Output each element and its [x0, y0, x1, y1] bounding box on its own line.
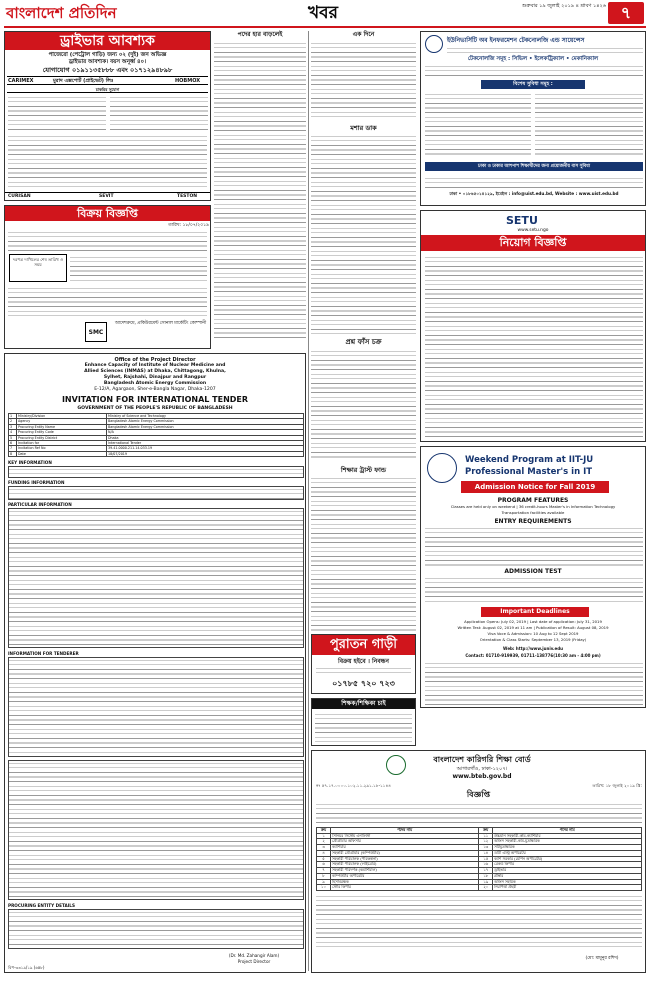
smc-logo-text: SMC — [88, 329, 104, 336]
uits-address — [425, 176, 643, 188]
bteb-cell: ৬ — [317, 862, 331, 868]
issue-date: শুক্রবার ১৯ জুলাই ২০১৯ ৪ শ্রাবণ ১৪২৬ — [522, 3, 606, 9]
bteb-cell: ১১ — [479, 833, 493, 839]
uits-footer-band: ঢাকা ও ঢাকার আশপাশ শিক্ষার্থীদের জন্য প্রয়োজনীয় বাস সুবিধা — [425, 162, 643, 171]
footer-left: CURISAN — [8, 194, 31, 199]
bteb-cell: ৫ — [317, 856, 331, 862]
iitju-features: PROGRAM FEATURES — [497, 497, 569, 504]
bteb-cell: সহকারী পরিচালক (পরিকল্পনা) — [331, 856, 479, 862]
uits-sub — [447, 46, 643, 54]
article-headline-3: মশার ডাক — [350, 124, 377, 132]
tender-cell: N/A — [107, 430, 304, 435]
newspaper-logo: বাংলাদেশ প্রতিদিন — [6, 4, 117, 22]
bteb-cell: কম্পিউটার অপারেটর — [331, 873, 479, 879]
tender-cell: 1 — [9, 414, 17, 419]
iitju-test-body — [425, 576, 643, 604]
uits-ad — [420, 31, 646, 206]
tender-cell: Ministry of Science and Technology — [107, 414, 304, 419]
setu-website: www.setu.ngo — [517, 228, 549, 233]
old-car-title: পুরাতন গাড়ী — [312, 635, 415, 655]
iitju-footer-lines — [425, 661, 643, 705]
bteb-cell: নিরাপত্তা প্রহরী — [493, 885, 642, 891]
bteb-cell: ক্যাশ সরকার (মেশিন অপারেটর) — [493, 856, 642, 862]
iitju-feature-line: Classes are held only on weekend | 36 credit-hours Master's in Information Technology — [450, 504, 616, 509]
uits-dept-text — [425, 64, 643, 78]
iitju-date2: Written Test: August 02, 2019 at 11 am | Publication of Result: August 08, 2019 — [457, 625, 609, 630]
section-title: খবর — [308, 3, 338, 23]
tender-tenderer-lines — [8, 657, 304, 757]
tender-funding-lines — [8, 486, 304, 500]
bteb-cell: ডাটা এন্ট্রি অপারেটর — [493, 850, 642, 856]
bteb-title2: আগারগাঁও, ঢাকা-১২০৭। — [456, 766, 508, 772]
bteb-cell: ১২ — [479, 839, 493, 845]
tender-entity-lines — [8, 909, 304, 949]
driver-ad-body-left — [8, 95, 106, 130]
bteb-date: তারিখ: ১৮ জুলাই ২০১৯ খ্রি: — [592, 783, 642, 788]
company-left: CARIMEX — [8, 78, 34, 84]
teacher-ad-body — [315, 712, 412, 742]
tender-signer-title: Project Director — [237, 959, 271, 964]
bteb-cell: ২ — [317, 839, 331, 845]
tender-office6: E-12/A, Agargaon, Sher-e-Bangla Nagar, Dhaka-1207 — [94, 387, 216, 392]
tender-funding: FUNDING INFORMATION — [8, 480, 65, 485]
bteb-col-post: পদের নাম — [331, 828, 479, 834]
bteb-cell: ৪ — [317, 850, 331, 856]
tender-office4: Sylhet, Rajshahi, Dinajpur and Rangpur — [103, 375, 207, 380]
iitju-ad — [420, 446, 646, 708]
bteb-cell: অফিস সহায়ক — [493, 879, 642, 885]
iitju-date4: Orientation & Class Starts: September 13, 2019 (Friday) — [479, 637, 587, 642]
driver-ad-details — [8, 134, 207, 190]
company-mid: মুরাদ এক্সপোর্ট (প্রাইভেট) লিঃ — [53, 78, 114, 84]
driver-ad-footer — [5, 192, 210, 200]
tender-particular-lines — [8, 508, 304, 648]
bteb-cell: ৩ — [317, 845, 331, 851]
column-divider — [308, 31, 309, 971]
sale-notice-intro — [8, 230, 207, 252]
bteb-cell: রেকর্ড কিপার — [493, 862, 642, 868]
bteb-cell: ড্রাইভার — [493, 868, 642, 874]
bteb-notice — [311, 750, 646, 973]
article-body-2 — [311, 41, 416, 121]
sale-notice-title: বিক্রয় বিজ্ঞপ্তি — [5, 206, 210, 221]
iitju-feature-line2: Transportation facilities available — [501, 510, 565, 515]
tender-cell: 2 — [9, 419, 17, 424]
bteb-web: www.bteb.gov.bd — [452, 773, 512, 780]
tender-cell: Procuring Entity Name — [17, 424, 107, 429]
middle-article-col1 — [214, 31, 306, 349]
tender-office3: Allied Sciences (INMAS) at Dhaka, Chittagong, Khulna, — [84, 369, 226, 374]
tender-cell: 4 — [9, 430, 17, 435]
middle-article-col4 — [311, 338, 416, 462]
page-number: ৭ — [608, 2, 644, 24]
tender-office5: Bangladesh Atomic Energy Commission — [103, 381, 207, 386]
bteb-col-sl: ক্রম — [317, 828, 331, 834]
bteb-cell: ১০ — [317, 885, 331, 891]
old-car-subtitle: বিক্রয় হইবে । নিবন্ধন — [337, 658, 389, 665]
bteb-cell: ১৩ — [479, 845, 493, 851]
tender-cell: 5 — [9, 435, 17, 440]
bteb-cell: ২০ — [479, 885, 493, 891]
company-right: HOBMOX — [175, 78, 201, 84]
article-body-4 — [311, 349, 416, 461]
tender-cell: International Tender — [107, 440, 304, 445]
iitju-date1: Application Opens: July 02, 2019 | Last date of application: July 31, 2019 — [464, 619, 602, 624]
smc-logo — [85, 322, 107, 342]
bteb-cell: ৭ — [317, 868, 331, 874]
sale-notice-date: তারিখ: ১৮/০৭/২০১৯ — [168, 223, 209, 228]
tender-row — [9, 451, 304, 456]
bteb-intro — [316, 802, 642, 824]
footer-right: TESTON — [177, 194, 198, 199]
tender-cell: Ministry/Division — [17, 414, 107, 419]
tender-lots-table — [8, 760, 304, 900]
driver-ad-body-right — [110, 95, 208, 130]
deadline-label: দরপত্র দাখিলের শেষ তারিখ ও সময় — [12, 257, 64, 268]
bteb-cell: সহকারী পরিদর্শক (কমার্শিয়াল) — [331, 868, 479, 874]
tender-cell: Agency — [17, 419, 107, 424]
setu-logo — [506, 214, 538, 228]
bteb-cell: সাঁটমুদ্রাক্ষরিক — [493, 845, 642, 851]
old-car-body — [316, 666, 411, 676]
bteb-title1: বাংলাদেশ কারিগরি শিক্ষা বোর্ড — [433, 755, 531, 764]
tender-key-info: KEY INFORMATION — [8, 460, 52, 465]
uits-band: বিশেষ সুবিধা সমূহ : — [481, 80, 585, 89]
old-car-ad — [311, 634, 416, 694]
bteb-cell: প্রোগ্রামার অফিসার — [331, 839, 479, 845]
tender-entity-details: PROCURING ENTITY DETAILS — [8, 903, 75, 908]
bteb-posts-table — [316, 827, 642, 891]
uits-dept: টেকনোলজি সমূহ : সিভিল • ইলেকট্রিক্যাল • মেকানিক্যাল — [467, 56, 599, 62]
tender-cell: 7 — [9, 446, 17, 451]
bteb-cell: ১৭ — [479, 868, 493, 874]
iitju-band: Admission Notice for Fall 2019 — [461, 481, 609, 493]
teacher-ad — [311, 698, 416, 746]
uits-features-right — [535, 92, 643, 158]
uits-contact: ঢাকা • ০১৮৬৫০১৪১২৯, ইমেইল : info@uist.edu.bd, Website : www.uist.edu.bd — [449, 191, 619, 196]
bteb-cell: ১৫ — [479, 856, 493, 862]
driver-ad-phone: যোগাযোগ ০১৯১১৩৫৮৮৮ এবং ০১৭১২৯৪৮৯৮ — [42, 66, 173, 74]
tender-cell: Invitation Ref No — [17, 446, 107, 451]
iitju-entry: ENTRY REQUIREMENTS — [494, 518, 572, 525]
bteb-cell: ১৮ — [479, 873, 493, 879]
middle-article-col2 — [311, 31, 416, 121]
masthead — [0, 0, 650, 26]
bteb-cell: সহকারী প্রোগ্রামার (কম্পিউটার) — [331, 850, 479, 856]
bteb-ref: নং ৫৭.১৭.০০০০.১০২.১১.২৯১.১৮-১১৪৪ — [316, 783, 391, 788]
bteb-col-sl2: ক্রম — [479, 828, 493, 834]
tender-office2: Enhance Capacity of Institute of Nuclear Medicine and — [84, 363, 226, 368]
tender-cell: Bangladesh Atomic Energy Commission — [107, 424, 304, 429]
sale-notice-deadline-box — [9, 254, 67, 282]
tender-notice — [4, 353, 306, 973]
tender-cell: Dhaka — [107, 435, 304, 440]
iitju-logo — [427, 453, 457, 483]
tender-cell: 18/07/2019 — [107, 451, 304, 456]
article-headline-2: এক দিনে — [352, 31, 375, 38]
bteb-outro — [316, 894, 642, 950]
uits-features-left — [425, 92, 531, 158]
driver-ad-line1: পাজেরো (পেট্রোল গাড়ি) জন্য ০২ (দুই) জন অভিজ্ঞ — [48, 52, 167, 58]
tender-info-tenderer: INFORMATION FOR TENDERER — [8, 651, 79, 656]
tender-cell: Procuring Entity Code — [17, 430, 107, 435]
tender-footer-code: বিপ-৩৩১৯/১৯ (৬x৮) — [8, 965, 45, 970]
teacher-ad-title: শিক্ষক/শিক্ষিকা চাই — [312, 699, 415, 709]
article-body-5 — [311, 476, 416, 632]
sale-notice-deadline-text — [70, 255, 207, 281]
iitju-test: ADMISSION TEST — [504, 568, 562, 575]
article-headline-5: শিক্ষার ট্রাস্ট ফান্ড — [340, 466, 387, 474]
bteb-cell: ক্যাশিয়ার — [331, 845, 479, 851]
iitju-headline1: Weekend Program at IIT-JU — [465, 455, 594, 465]
bteb-cell: ১৯ — [479, 879, 493, 885]
setu-logo-text: SETU — [506, 214, 538, 227]
tender-cell: Invitation for — [17, 440, 107, 445]
bteb-col-post2: পদের নাম — [493, 828, 642, 834]
middle-article-col5 — [311, 466, 416, 630]
bteb-cell: ১৬ — [479, 862, 493, 868]
bteb-cell: ১৪ — [479, 850, 493, 856]
sale-notice-body — [8, 286, 207, 316]
tender-cell: Bangladesh Atomic Energy Commission — [107, 419, 304, 424]
bteb-row — [317, 885, 642, 891]
bteb-cell: উচ্চমান সহকারী-কাম-ক্যাশিয়ার — [493, 833, 642, 839]
setu-title: নিয়োগ বিজ্ঞপ্তি — [421, 235, 645, 251]
bteb-cell: প্লাম্বার — [493, 873, 642, 879]
tender-cell: Date — [17, 451, 107, 456]
iitju-headline2: Professional Master's in IT — [465, 467, 593, 477]
bteb-cell: ৮ — [317, 873, 331, 879]
driver-ad-company-row — [7, 76, 208, 85]
iitju-entry-body — [425, 526, 643, 566]
bteb-cell: ১ — [317, 833, 331, 839]
tender-title: INVITATION FOR INTERNATIONAL TENDER — [61, 395, 249, 404]
article-headline-1: পদের হার বাড়লেই — [237, 31, 283, 38]
uits-logo — [425, 35, 443, 53]
bteb-cell: স্টোর কিপার — [331, 885, 479, 891]
tender-particular: PARTICULAR INFORMATION — [8, 502, 72, 507]
old-car-phone: ০১৭৮৫ ৭২০ ৭২৩ — [332, 679, 395, 688]
tender-cell: Procuring Entity District — [17, 435, 107, 440]
tender-cell: 6 — [9, 440, 17, 445]
bteb-notice-title: বিজ্ঞপ্তি — [466, 790, 491, 799]
setu-ad — [420, 210, 646, 442]
bteb-cell: হিসাবরক্ষক — [331, 879, 479, 885]
tender-cell: 8 — [9, 451, 17, 456]
driver-ad-line2: ড্রাইভার আবশ্যক। বয়স অনূর্ধ্ব ৪০। — [68, 59, 147, 65]
bteb-cell: সহকারী পরিচালক (লাইব্রেরি) — [331, 862, 479, 868]
driver-ad-table-head: চাকরির সুযোগ — [7, 87, 208, 93]
bteb-cell: ৯ — [317, 879, 331, 885]
masthead-rule — [4, 26, 646, 28]
tender-key-lines — [8, 466, 304, 478]
tender-basic-table — [8, 413, 304, 457]
iitju-contact: Contact: 01710-919939, 01711-138776(10:30 am - 4:00 pm) — [465, 653, 601, 658]
sale-notice-signature: আদেশক্রমে, প্রকিউরমেন্ট সোনাল মার্কেটিং কোম্পানী — [114, 321, 207, 326]
tender-signer: (Dr. Md. Zahangir Alam) — [228, 953, 280, 958]
article-body-1 — [214, 41, 306, 341]
article-body-3 — [311, 134, 416, 334]
tender-cell: 39.41.0000.211.14.033.19 — [107, 446, 304, 451]
bteb-cell: সিনিয়র সিস্টেম এনালিস্ট — [331, 833, 479, 839]
tender-office1: Office of the Project Director — [114, 357, 196, 363]
driver-ad — [4, 31, 211, 201]
setu-body — [425, 255, 643, 439]
bteb-cell: অফিস সহকারী-কাম-মুদ্রাক্ষরিক — [493, 839, 642, 845]
bteb-signer: (মো: মামুনুর রশিদ) — [585, 956, 619, 961]
uits-title: ইউনিভার্সিটি অব ইনফরমেশন টেকনোলজি এন্ড সায়েন্সেস — [447, 37, 585, 44]
tender-cell: 3 — [9, 424, 17, 429]
middle-article-col3 — [311, 124, 416, 334]
article-headline-4: প্রশ্ন ফাঁস চক্র — [345, 338, 382, 346]
footer-mid: SEVIT — [99, 194, 114, 199]
iitju-date3: Viva Voce & Admission: 10 Aug to 12 Sept 2019 — [487, 631, 579, 636]
sale-notice — [4, 205, 211, 349]
driver-ad-title: ড্রাইভার আবশ্যক — [5, 32, 210, 50]
tender-gov: GOVERNMENT OF THE PEOPLE'S REPUBLIC OF BANGLADESH — [77, 406, 233, 411]
iitju-dates: Important Deadlines — [481, 607, 589, 617]
iitju-web: Web: http://www.juniv.edu — [503, 646, 563, 651]
